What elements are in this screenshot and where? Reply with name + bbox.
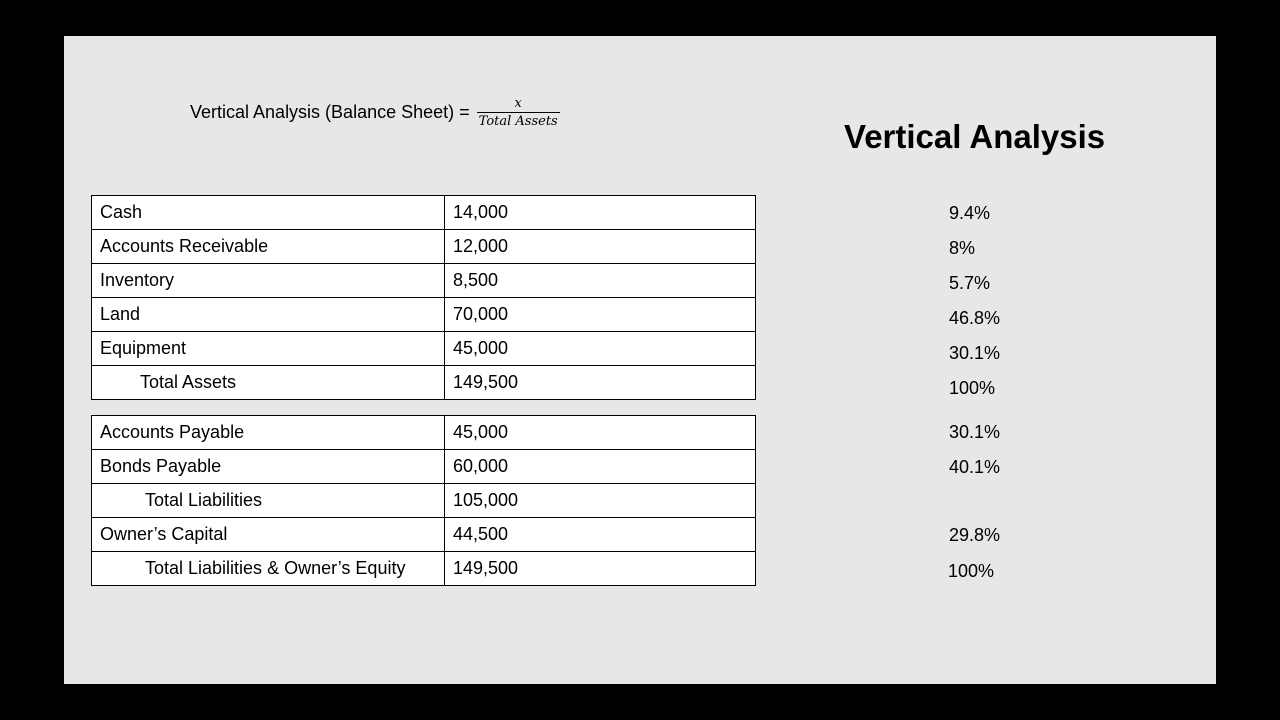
row-label: Accounts Receivable bbox=[92, 230, 445, 264]
percent-total-assets: 100% bbox=[949, 378, 996, 398]
row-value: 45,000 bbox=[445, 332, 756, 366]
row-label: Owner’s Capital bbox=[92, 518, 445, 552]
percent-accounts-receivable: 8% bbox=[949, 238, 976, 258]
formula-numerator: x bbox=[477, 96, 560, 113]
liabilities-equity-table bbox=[91, 415, 756, 586]
total-row bbox=[92, 366, 756, 400]
row-value: 44,500 bbox=[445, 518, 756, 552]
percent-cash: 9.4% bbox=[949, 203, 991, 223]
total-assets-value: 149,500 bbox=[445, 366, 756, 400]
table-row bbox=[92, 416, 756, 450]
total-liabilities-label: Total Liabilities bbox=[92, 484, 445, 518]
row-label: Bonds Payable bbox=[92, 450, 445, 484]
percent-accounts-payable: 30.1% bbox=[949, 422, 1001, 442]
row-label: Equipment bbox=[92, 332, 445, 366]
formula-lhs: Vertical Analysis (Balance Sheet) = bbox=[190, 101, 475, 122]
row-value: 70,000 bbox=[445, 298, 756, 332]
table-row bbox=[92, 264, 756, 298]
page-title: Vertical Analysis bbox=[844, 118, 1106, 155]
total-liabilities-equity-value: 149,500 bbox=[445, 552, 756, 586]
percent-owners-capital: 29.8% bbox=[949, 525, 1001, 545]
formula-fraction bbox=[479, 96, 558, 129]
total-assets-label: Total Assets bbox=[92, 366, 445, 400]
row-value: 45,000 bbox=[445, 416, 756, 450]
slide bbox=[64, 36, 1216, 684]
row-value: 14,000 bbox=[445, 196, 756, 230]
row-label: Accounts Payable bbox=[92, 416, 445, 450]
total-row bbox=[92, 484, 756, 518]
assets-table bbox=[91, 195, 756, 400]
table-row bbox=[92, 230, 756, 264]
table-row bbox=[92, 450, 756, 484]
percent-bonds-payable: 40.1% bbox=[949, 457, 1001, 477]
row-value: 12,000 bbox=[445, 230, 756, 264]
percent-equipment: 30.1% bbox=[949, 343, 1001, 363]
row-value: 60,000 bbox=[445, 450, 756, 484]
percent-land: 46.8% bbox=[949, 308, 1001, 328]
vertical-analysis-formula bbox=[190, 90, 558, 134]
table-row bbox=[92, 518, 756, 552]
row-label: Cash bbox=[92, 196, 445, 230]
table-row bbox=[92, 298, 756, 332]
total-liabilities-value: 105,000 bbox=[445, 484, 756, 518]
row-label: Inventory bbox=[92, 264, 445, 298]
row-value: 8,500 bbox=[445, 264, 756, 298]
percent-total-liabilities-equity: 100% bbox=[948, 561, 995, 581]
total-row bbox=[92, 552, 756, 586]
table-row bbox=[92, 196, 756, 230]
table-row bbox=[92, 332, 756, 366]
formula-denominator: Total Assets bbox=[478, 113, 558, 129]
percent-inventory: 5.7% bbox=[949, 273, 991, 293]
total-liabilities-equity-label: Total Liabilities & Owner’s Equity bbox=[92, 552, 445, 586]
row-label: Land bbox=[92, 298, 445, 332]
